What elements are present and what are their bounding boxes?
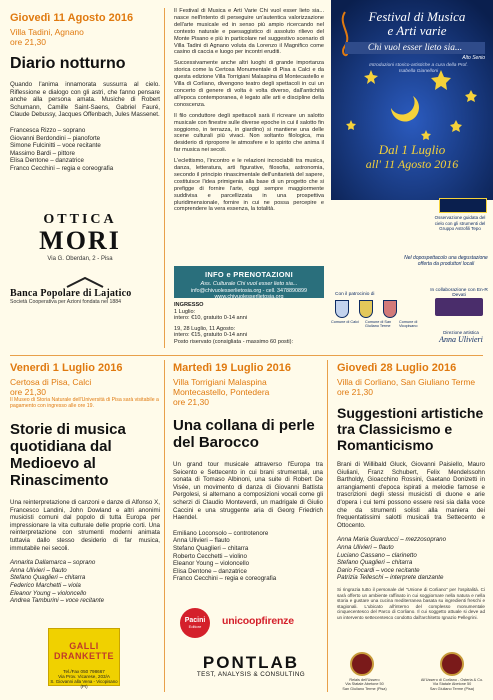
event-description: Un grand tour musicale attraverso l'Europa tra Seicento e Settecento in cui brani strumentali, una sonata di Tomaso Albinoni, una suite di Robert De Visée, un movimento di danza di Giovanni Battista Pergolesi, si alternano a composizioni vocali come gli scherzi di Claudio Monteverdi, un madrigale di Giulio Caccini e una struggente aria di Georg Friedrich Haendel.	[173, 461, 323, 522]
bank-roof-icon	[65, 276, 105, 288]
relais-address: Via Statale Abetone 50	[345, 682, 384, 687]
info-association: Ass. Culturale Chi vuol esser lieto sia...	[200, 281, 298, 287]
shop-ad-address: Via Prov. Vicarese, 203/A	[58, 674, 110, 679]
intro-paragraph: Il Festival di Musica e Arti Varie Chi vuol esser lieto sia... nasce nell'intento di perseguire un'autentica valorizzazione dell'arte musicale ed in senso più ampio ricercando nel contesto naturale e paesaggistico di assoluto rilievo del Monte Pisano e più in particolare nel suggestivo scenario di Villa Tadini di Agnano voluta da Lorenzo il Magnifico come casino di caccia e luogo per incontri eruditi.	[174, 8, 324, 56]
event-place-city: Montecastello, Pontedera	[173, 387, 270, 397]
patrons-logo-labels	[331, 320, 431, 328]
performer: Emiliano Loconsolo – controtenore	[173, 529, 269, 537]
event-title: Una collana di perle del Barocco	[173, 417, 315, 451]
performer: Eleanor Young – violoncello	[173, 560, 250, 568]
ottica-mori-logo	[30, 212, 130, 262]
event-place: Villa Torrigiani Malaspina	[173, 377, 267, 387]
column-divider	[164, 360, 165, 692]
relais-city: San Giuliano Terme (Pisa)	[342, 686, 387, 691]
festival-poster	[331, 0, 493, 352]
ottica-name-top: OTTICA	[43, 212, 117, 227]
performer: Anna Ulivieri – flauto	[10, 566, 67, 574]
ussero-relais-logo	[350, 652, 374, 676]
performer: Anna Ulivieri – flauto	[173, 537, 230, 545]
osteria-city: San Giuliano Terme (Pisa)	[429, 686, 475, 691]
coat-of-arms-icon	[359, 300, 373, 318]
poster-degust-note: Nel dopospettacolo una degustazione offerta da produttori locali	[404, 255, 488, 267]
intro-paragraph: Successivamente anche altri luoghi di grande importanza storica come la Certosa Monumentale di Pisa a Calci e da questa edizione Villa Torrigiani Malaspina di Montecastello e Villa di Corliano, divengono teatro degli spettacoli in cui un concerto di genere di volta è volta diverso, dall'antichità all'epoca contemporanea, è legato alle arti e discipline della conoscenza.	[174, 60, 324, 108]
performer: Giovanni Berdondini – pianoforte	[10, 134, 101, 142]
ussero-relais-info	[337, 678, 392, 691]
event-villa-corliano	[337, 362, 485, 620]
poster-ottici-note: Osservazione guidata del cielo con gli strumenti del Gruppo Astrofili Tepo	[434, 215, 486, 231]
venue-note: Si ringrazia tutto il personale del "Unione di Corliano" per l'ospitalità. Ci sarà offerto un ambiente raffinato in cui soggiornare nella natura e nella storia e gustare una cucina mediterranea basata su ingredienti freschi e stagionali. L'ubicato all'interno del complesso monumentale cinquecentesco del Parco di Corliano. Il cui soggetto attuale si deve ad un intervento settecentesco condotto dall'architetto Ignazio Pellegrini.	[337, 586, 485, 620]
poster-dates-line1: Dal 1 Luglio	[378, 142, 446, 157]
osteria-name: All'Ussero di Corliano - Osteria & Co.	[420, 678, 484, 682]
ottica-name-main: MORI	[39, 226, 121, 255]
poster-subtitle-sign: Alto Senio	[462, 55, 485, 61]
performer: Elisa Dentone – danzatrice	[10, 157, 84, 165]
performer: Anna Ulivieri – flauto	[337, 543, 394, 551]
performer: Luciano Cassano – clarinetto	[337, 551, 417, 559]
performer: Annarita Dallamarca – soprano	[10, 559, 96, 567]
intro-paragraph: L'eclettismo, l'incontro e le relazioni incrociabili tra musica, danza, letteratura, arti figurative, filosofia, astronomia, secondo il principio rinascimentale dell'unitarietà del sapere, costituisce l'idea primigenia alla base di un progetto che si prefigge di fornire l'arte, oggi sempre maggiormente suddivisa e parcellizzata in una prospettiva pluridimensionale, fornire in cui ne possa percepire e comprendere la vera essenza, la totalità.	[174, 158, 324, 213]
pacini-name: Pacini	[184, 617, 206, 624]
performer-list	[10, 559, 160, 605]
performer: Roberto Cecchetti – violino	[173, 552, 247, 560]
event-title: Storie di musica quotidiana dal Medioevo al Rinascimento	[10, 421, 126, 489]
event-note: Il Museo di Storia Naturale dell'Università di Pisa sarà visitabile a pagamento con ingresso alle ore 19.	[10, 397, 159, 409]
event-date: Giovedì 11 Agosto 2016	[10, 12, 134, 24]
pacini-logo	[180, 608, 210, 638]
ticket-line: intero: €10, gratuito 0-14 anni	[174, 315, 248, 321]
ticket-info	[174, 302, 324, 345]
ticket-line: Posto riservato (consigliata - massimo 60 posti):	[174, 338, 294, 345]
info-contact[interactable]: info@chivuolesserlietosia.org - cell. 3478890899	[190, 288, 308, 294]
event-date: Martedì 19 Luglio 2016	[173, 362, 291, 374]
director-name: Anna Ulivieri	[439, 335, 483, 344]
performer: Federico Marchetti – viola	[10, 581, 81, 589]
performer: Stefano Quaglieri – chitarra	[173, 544, 249, 552]
poster-dates	[331, 143, 493, 171]
poster-title	[347, 10, 487, 38]
poster-director	[431, 330, 491, 344]
ticket-line: 19, 28 Luglio, 11 Agosto:	[174, 325, 236, 332]
performer: Dario Focardi – voce recitante	[337, 566, 420, 574]
performer-list	[173, 530, 323, 583]
patron-label: Comune di San Giuliano Terme	[365, 320, 392, 328]
ussero-osteria-info	[415, 678, 489, 691]
bank-name: Banca Popolare di Lajatico	[10, 288, 132, 299]
event-description: Una reinterpretazione di canzoni e danze di Alfonso X, Francesco Landini, John Dowland e altri anonimi musicisti comuni dal popolo di tutta Europa per impressionare la vita culturale delle proprie corti. Una reinterpretazione con strumenti moderni animata tuttavia dallo stesso desiderio di far musica, immutabile nei secoli.	[10, 499, 160, 552]
shop-ad-city: S. Giovanni alla Vena - Vicopisano (PI)	[50, 679, 118, 689]
event-time: ore 21,30	[337, 387, 373, 397]
pontlab-name: PONTLAB	[202, 653, 300, 672]
poster-patrocinio: Con il patrocinio di	[335, 292, 375, 297]
unicoop-logo: unicoopfirenze	[222, 615, 294, 627]
performer: Massimo Bardi – pittore	[10, 149, 75, 157]
director-title: Direzione artistica	[443, 330, 479, 335]
event-villa-torrigiani	[173, 362, 323, 583]
event-time: ore 21,30	[10, 387, 46, 397]
performer: Stefano Quaglieri – chitarra	[337, 559, 413, 567]
osteria-address: Via Statale Abetone 50	[432, 682, 472, 687]
performer: Francesca Rizzo – soprano	[10, 126, 86, 134]
coat-of-arms-icon	[383, 300, 397, 318]
festival-intro	[166, 0, 331, 355]
performer: Elisa Dentone – danzatrice	[173, 567, 247, 575]
event-villa-tadini	[10, 12, 160, 173]
event-certosa	[10, 362, 160, 605]
event-place: Villa di Corliano, San Giuliano Terme	[337, 377, 476, 387]
patrons-logos	[335, 300, 397, 318]
shop-ad-name: GALLI DRANKETTE	[54, 641, 114, 661]
performer: Stefano Quaglieri – chitarra	[10, 574, 86, 582]
ussero-osteria-logo	[440, 652, 464, 676]
performer: Simone Fulcinitti – voce recitante	[10, 142, 101, 150]
event-date: Venerdì 1 Luglio 2016	[10, 362, 123, 374]
event-time: ore 21,30	[173, 397, 209, 407]
event-description: Quando l'anima innamorata sussurra al cielo. Riflessione e dialogo con gli astri, che fanno pensare anche alla persona amata. Musiche di Robert Schumann, Camille Saint-Saens, Gabriel Fauré, Claude Debussy, Jacques Offenbach, Jules Massenet.	[10, 81, 160, 119]
coat-of-arms-icon	[335, 300, 349, 318]
performer: Franco Cecchini – regia e coreografia	[173, 575, 277, 583]
section-divider	[10, 355, 483, 356]
pontlab-logo	[186, 654, 316, 678]
ticket-title: INGRESSO	[174, 302, 204, 308]
performer-list	[10, 127, 160, 173]
performer: Eleanor Young – violoncello	[10, 589, 87, 597]
poster-credits: Introduzioni storico-artistiche a cura della Prof. Isabella Gianelloni	[369, 63, 468, 74]
event-description: Brani di Willibald Gluck, Giovanni Paisiello, Mauro Giuliani, Franz Schubert, Felix Mendelssohn Bartholdy, Gioacchino Rossini, Gaetano Donizetti in arrangiamenti d'epoca ispirati a melodie famose e trascrizioni degli stessi musicisti di duone e arie d'opera i cui temi possono essere resi sia dalla voce che da strumenti solisti alla maniera dei frequentatissimi salotti musicali tra Settecento e Ottocento.	[337, 461, 485, 529]
pacini-sub: Editore	[188, 624, 202, 629]
poster-title-line2: e Arti varie	[387, 23, 447, 38]
pontlab-sub: TEST, ANALYSIS & CONSULTING	[196, 671, 306, 678]
event-date: Giovedì 28 Luglio 2016	[337, 362, 457, 374]
bank-logo	[10, 276, 160, 305]
ottica-address: Via G. Oberdan, 2 - Pisa	[47, 256, 113, 262]
patron-label: Comune di Vicopisano	[399, 320, 418, 328]
telescope-badge	[439, 198, 487, 213]
info-title: INFO e PRENOTAZIONI	[204, 270, 294, 279]
performer: Anna Maria Guarducci – mezzosoprano	[337, 536, 447, 544]
relais-name: Relais dell'Ussero	[349, 678, 380, 682]
performer: Patrizia Telleschi – interprete danzante	[337, 574, 444, 582]
performer: Franco Cecchini – regia e coreografia	[10, 164, 114, 172]
event-time: ore 21,30	[10, 37, 46, 47]
poster-title-line1: Festival di Musica	[368, 9, 466, 24]
info-box	[174, 266, 324, 298]
ticket-line: 1 Luglio:	[174, 308, 196, 315]
performer-list	[337, 536, 485, 582]
column-divider	[164, 8, 165, 348]
event-place: Villa Tadini, Agnano	[10, 27, 84, 37]
ticket-line: intero: €15, gratuito 0-14 anni	[174, 332, 248, 338]
shop-ad	[48, 628, 120, 689]
info-website[interactable]: www.chivuolesserlietosia.org	[214, 294, 284, 300]
poster-dates-line2: all' 11 Agosto 2016	[365, 157, 459, 171]
column-divider	[327, 360, 328, 692]
performer: Andrea Tamburini – voce recitante	[10, 597, 105, 605]
event-place: Certosa di Pisa, Calci	[10, 377, 92, 387]
collab-logo	[435, 298, 483, 316]
bank-subtitle: Società Cooperativa per Azioni fondata nel 1884	[10, 299, 122, 305]
event-title: Suggestioni artistiche tra Classicismo e Romanticismo	[337, 405, 484, 453]
event-title: Diario notturno	[10, 55, 126, 72]
patron-label: Comune di Calci	[331, 320, 359, 324]
shop-ad-tel: Tel./Fax 050 798667	[63, 669, 105, 674]
intro-paragraph: Il filo conduttore degli spettacoli sarà il ricreare un salotto musicale con finestre sulle diverse epoche in cui il salotto fin soggiorno, in terrazza, in giardino) si mantiene una delle scene culturali più vivaci. Non soltanto filologica, ma desiderio di riproporre le atmosfere e lo spirito che anima il far musica nei secoli.	[174, 112, 324, 154]
poster-collab: In collaborazione con En-R Devati	[430, 288, 488, 298]
poster-subtitle: Chi vuol esser lieto sia...	[345, 42, 485, 54]
